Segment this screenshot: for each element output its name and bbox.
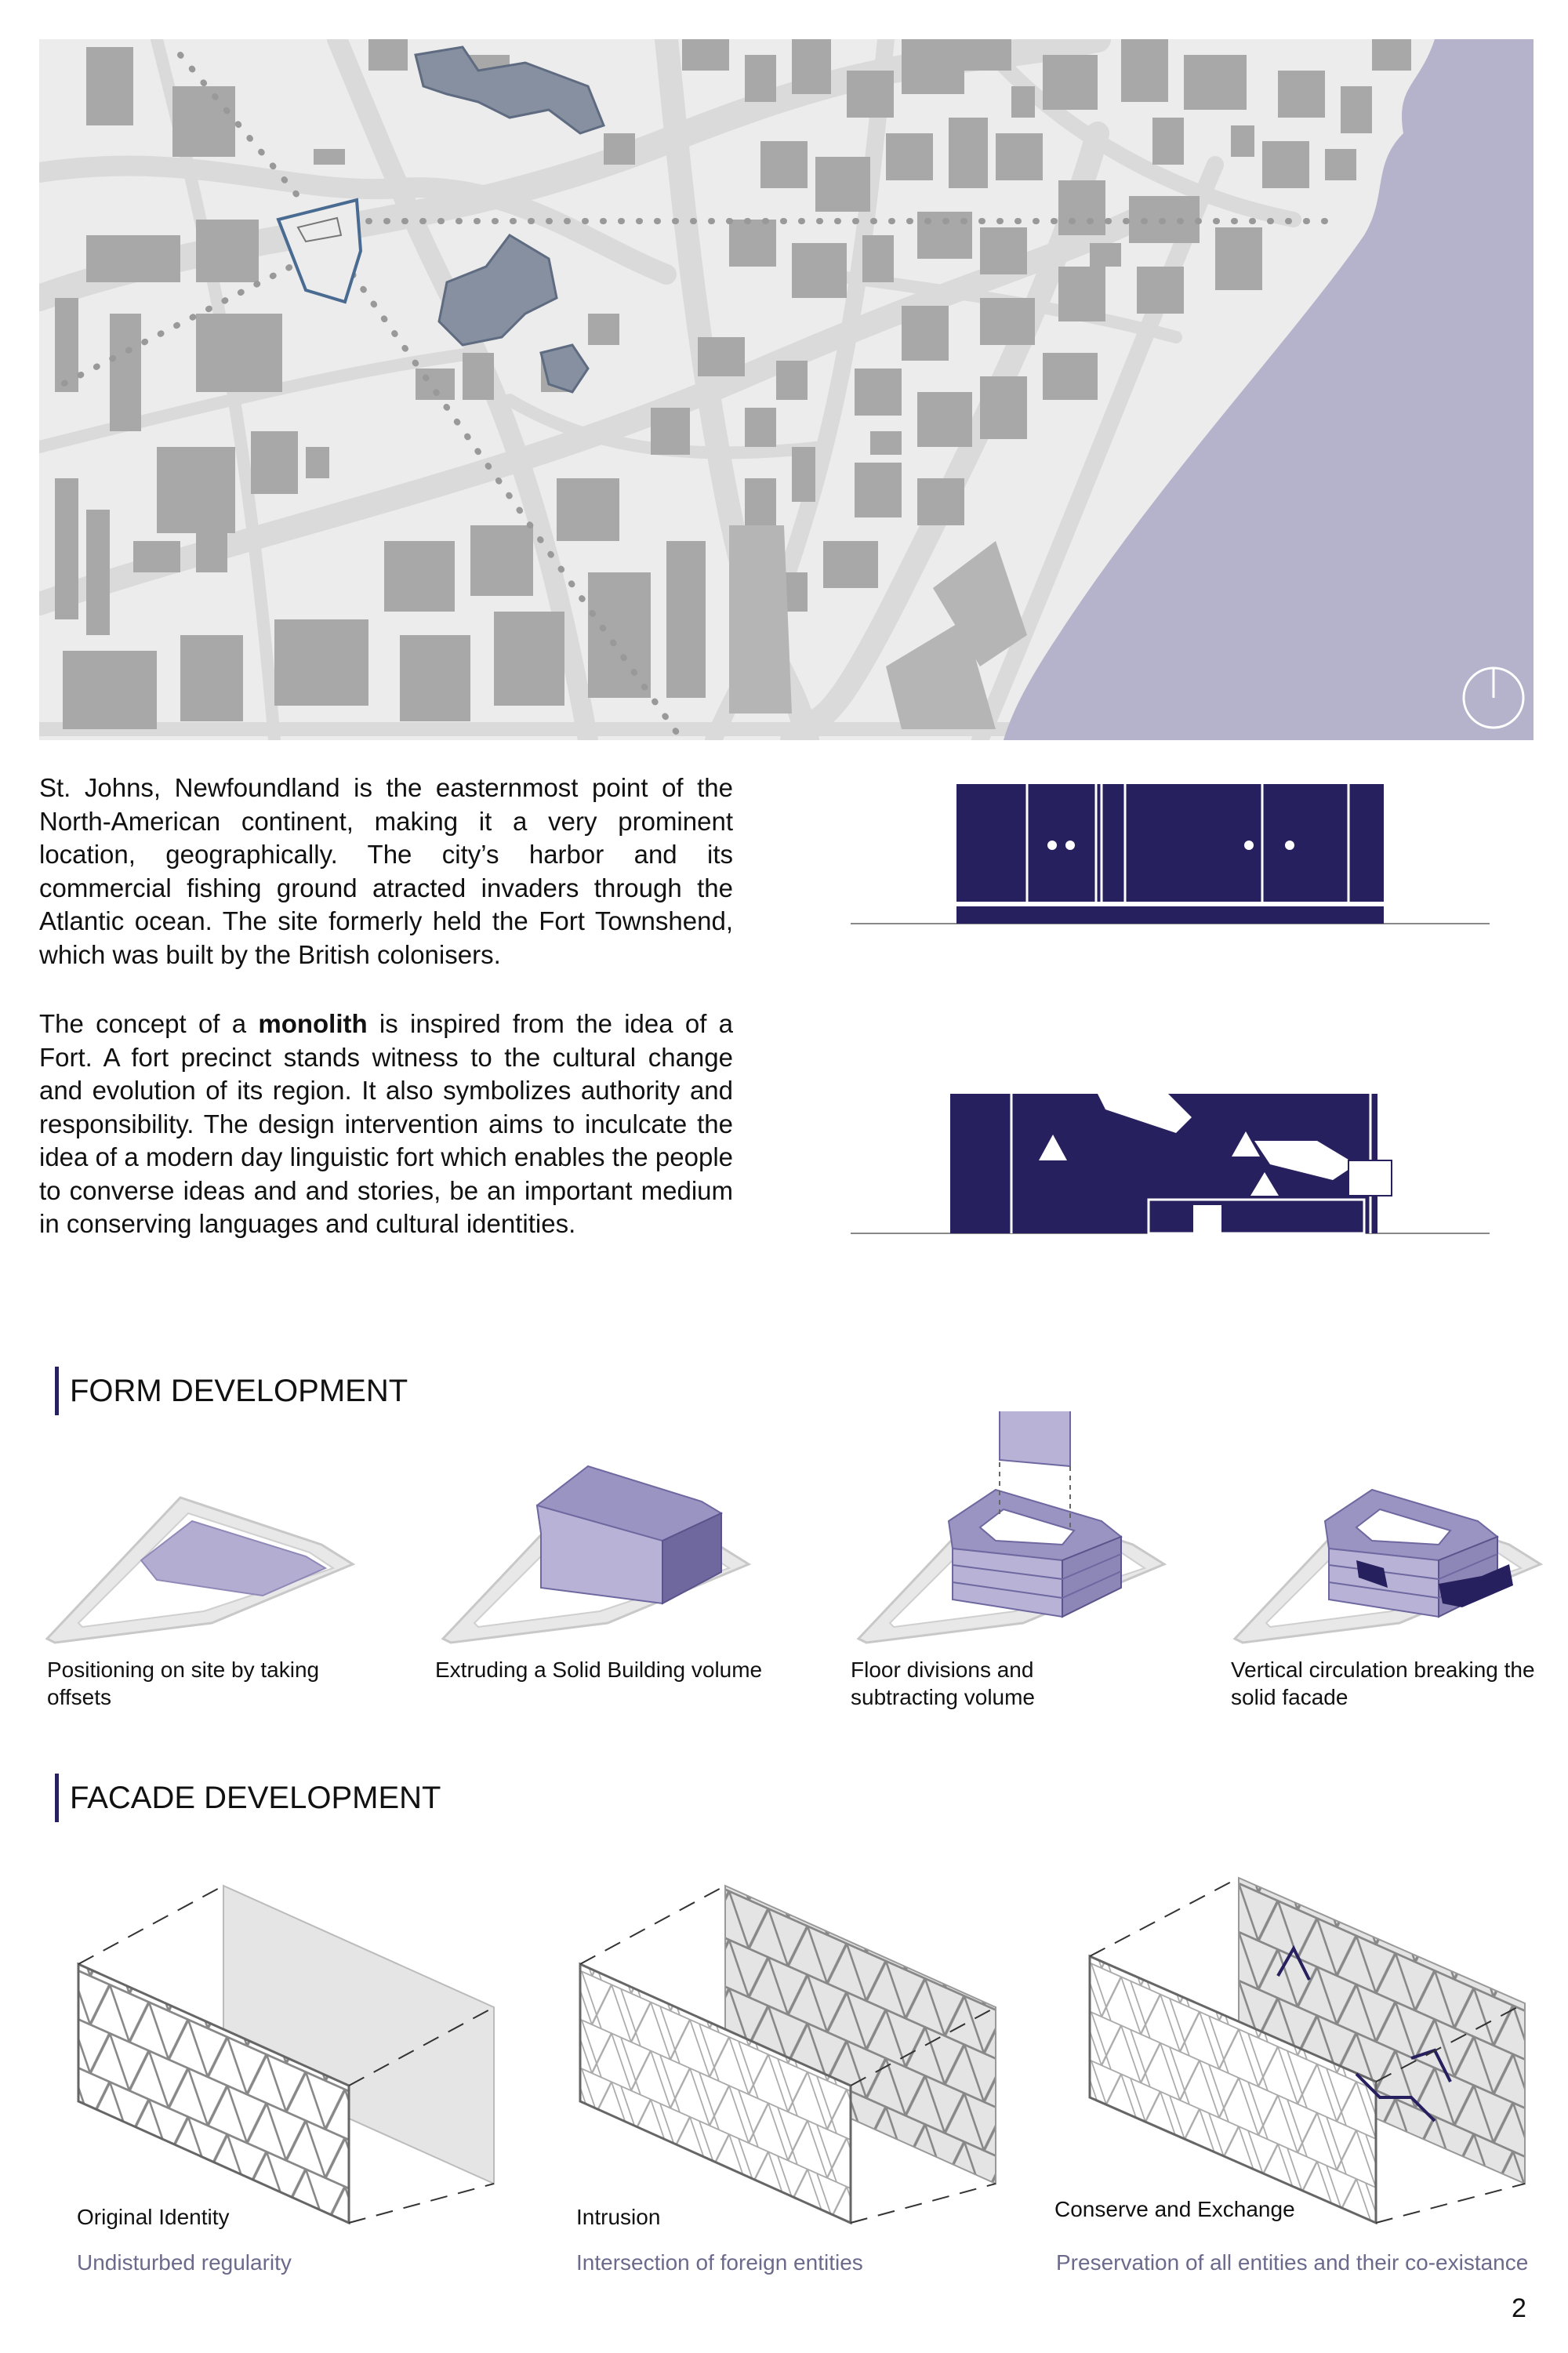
- form-step-4-diagram: [1227, 1411, 1556, 1647]
- site-map-drawing: [39, 39, 1534, 740]
- site-map: [39, 39, 1534, 740]
- elevation-drawing-side: [847, 1086, 1497, 1243]
- intro-paragraph-2: [39, 1008, 733, 1241]
- facade-step-3-title: Conserve and Exchange: [1054, 2197, 1295, 2221]
- intro-text: The concept of a: [39, 1009, 259, 1038]
- facade-step-1-title: Original Identity: [77, 2205, 230, 2229]
- facade-step-2-title: Intrusion: [576, 2205, 661, 2229]
- form-step-1-caption: Positioning on site by taking offsets: [47, 1658, 320, 1709]
- facade-step-3-diagram: [1082, 1862, 1537, 2231]
- facade-step-1-subtitle: Undisturbed regularity: [77, 2250, 292, 2275]
- monolith-term: monolith: [258, 1009, 368, 1038]
- facade-step-2-diagram: [572, 1870, 1011, 2231]
- page-number: 2: [1512, 2293, 1526, 2323]
- facade-step-2-subtitle: Intersection of foreign entities: [576, 2250, 863, 2275]
- form-step-4-caption: Vertical circulation breaking the solid facade: [1231, 1658, 1535, 1709]
- facade-step-3-subtitle: Preservation of all entities and their co-existance: [1056, 2250, 1529, 2275]
- elevation-drawing-front: [847, 776, 1497, 933]
- form-step-3-diagram: [851, 1411, 1180, 1647]
- form-development-heading: FORM DEVELOPMENT: [55, 1367, 408, 1415]
- intro-text: is inspired from the idea of a Fort. A fort precinct stands witness to the cultural change and evolution of its region. It also symbolizes authority and responsibility. The design intervention aims to inculcate the idea of a modern day linguistic fort which enables the people to converse ideas and and stories, be an important medium in conserving languages and cultural identities.: [39, 1009, 734, 1238]
- intro-paragraph-1: St. Johns, Newfoundland is the easternmost point of the North-American continent, making it a very prominent location, geographically. The city’s harbor and its commercial fishing ground atracted invaders through the Atlantic ocean. The site formerly held the Fort Townshend, which was built by the British colonisers.: [39, 773, 733, 969]
- facade-development-heading: FACADE DEVELOPMENT: [55, 1774, 441, 1822]
- form-step-1-diagram: [39, 1411, 368, 1647]
- form-step-2-diagram: [435, 1411, 764, 1647]
- facade-step-1-diagram: [71, 1870, 510, 2231]
- form-step-2-caption: Extruding a Solid Building volume: [435, 1658, 763, 1682]
- form-step-3-caption: Floor divisions and subtracting volume: [851, 1658, 1036, 1709]
